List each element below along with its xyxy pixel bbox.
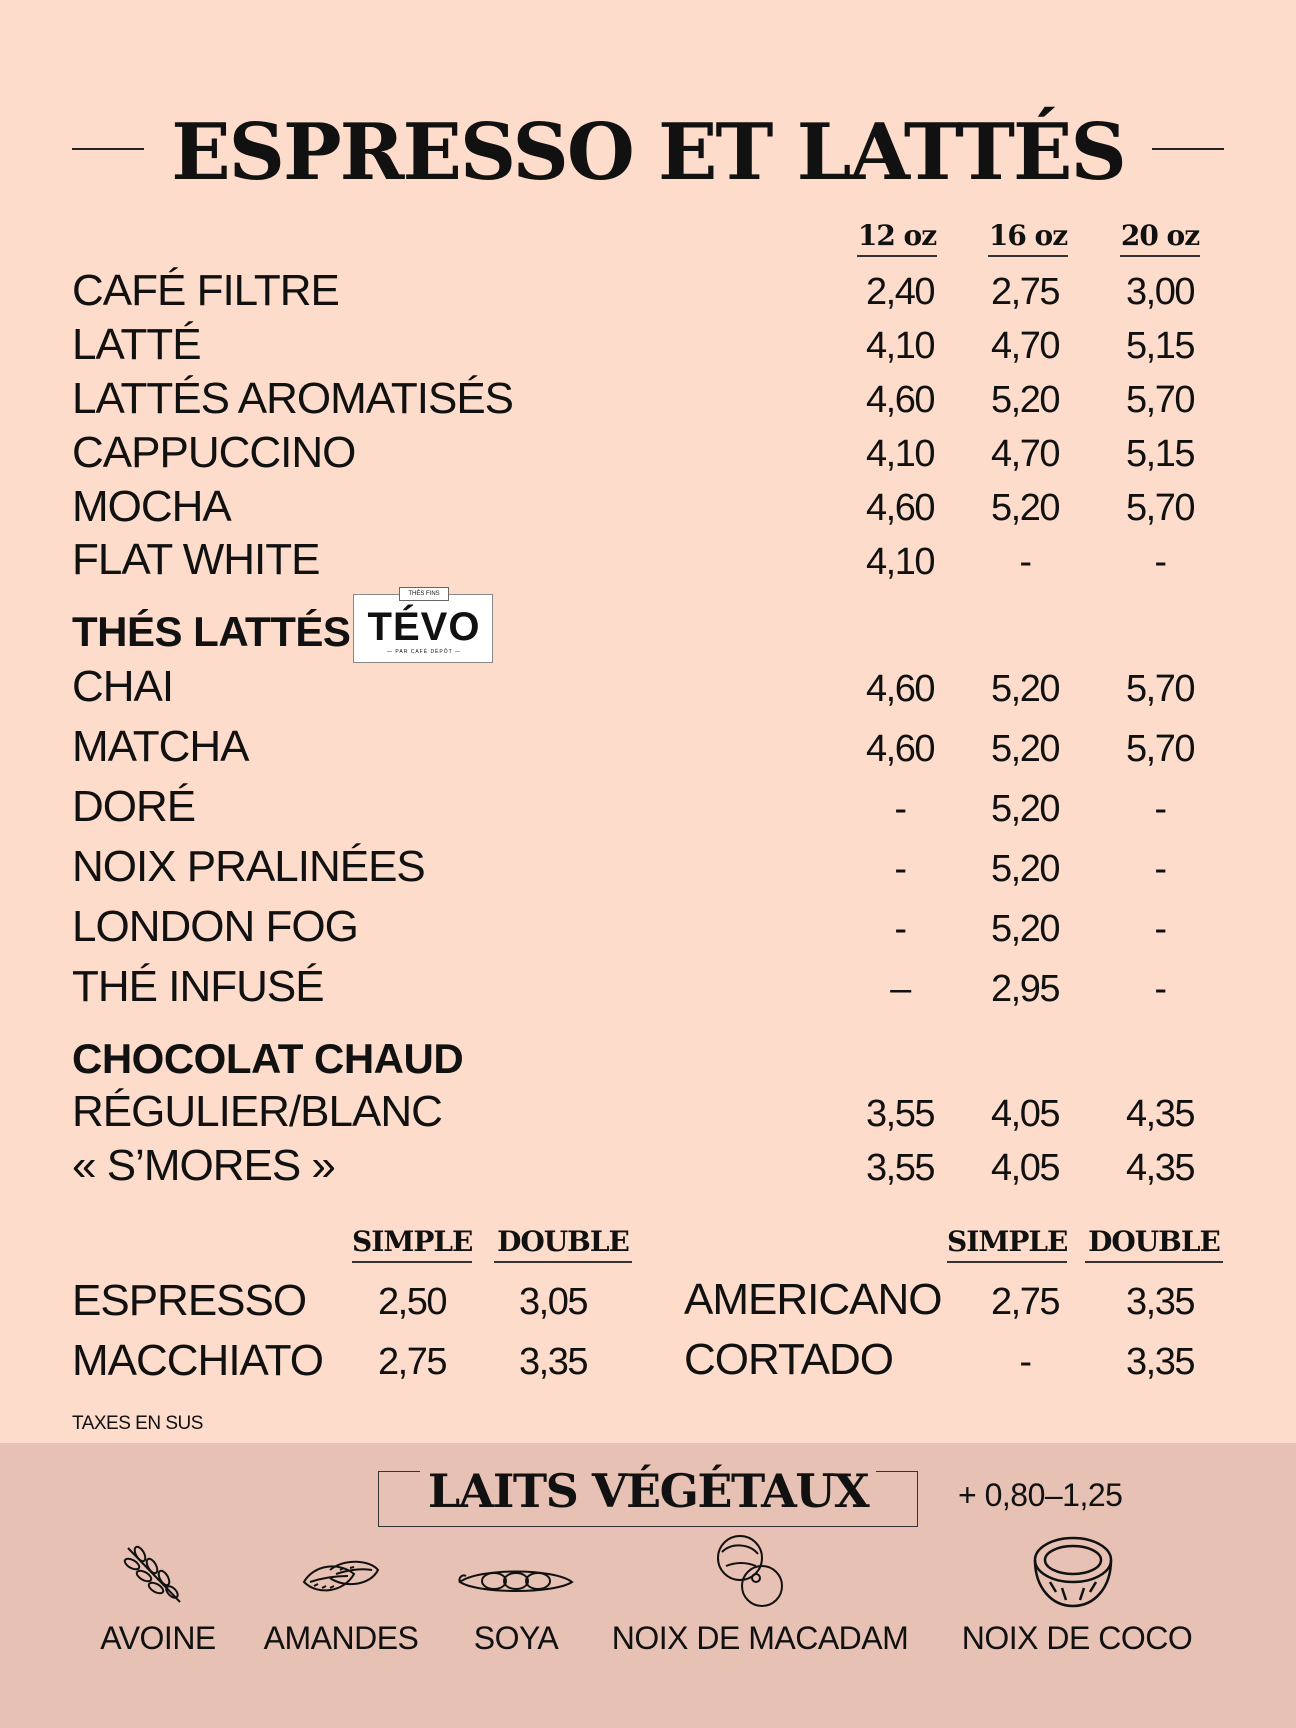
menu-item-price: -: [1154, 968, 1166, 1010]
menu-item-price: 5,20: [991, 908, 1059, 950]
menu-item-name: CAFÉ FILTRE: [72, 266, 339, 315]
tevo-logo-top: THÉS FINS: [399, 587, 449, 601]
menu-item-price: 5,15: [1126, 325, 1194, 367]
menu-item-price: -: [1154, 848, 1166, 890]
menu-item-price: -: [1154, 788, 1166, 830]
menu-item-price-simple: 2,75: [378, 1341, 446, 1383]
menu-item-price-double: 3,35: [1126, 1341, 1194, 1383]
menu-item-price: -: [1019, 541, 1031, 583]
menu-item-name: NOIX PRALINÉES: [72, 842, 425, 891]
menu-item-price: 3,55: [866, 1147, 934, 1189]
menu-item-price: 5,20: [991, 848, 1059, 890]
soy-icon: [458, 1540, 574, 1610]
simple-header-left: SIMPLE: [352, 1225, 472, 1263]
milk-label-macadam: NOIX DE MACADAM: [611, 1620, 909, 1656]
menu-item-price: 4,35: [1126, 1093, 1194, 1135]
menu-item-price: 2,40: [866, 271, 934, 313]
double-header-left: DOUBLE: [494, 1225, 632, 1263]
milk-label-amandes: AMANDES: [263, 1620, 419, 1656]
menu-item-name: CORTADO: [684, 1335, 893, 1384]
menu-item-name: ESPRESSO: [72, 1276, 307, 1325]
menu-item-name: MOCHA: [72, 482, 231, 531]
menu-item-price: -: [894, 908, 906, 950]
menu-item-price: 3,55: [866, 1093, 934, 1135]
section-title-chocolat-chaud: CHOCOLAT CHAUD: [72, 1035, 464, 1082]
menu-item-name: MATCHA: [72, 722, 249, 771]
size-header-12oz: 12 oz: [857, 219, 937, 257]
menu-item-price: 4,60: [866, 668, 934, 710]
menu-item-price: 2,75: [991, 271, 1059, 313]
menu-item-price: 4,60: [866, 379, 934, 421]
menu-item-price-simple: -: [1019, 1341, 1031, 1383]
macadamia-icon: [710, 1540, 790, 1610]
milk-label-avoine: AVOINE: [100, 1620, 216, 1656]
menu-item-price: 4,10: [866, 433, 934, 475]
milk-label-soya: SOYA: [473, 1620, 559, 1656]
menu-item-price: 2,95: [991, 968, 1059, 1010]
menu-item-price: 5,20: [991, 668, 1059, 710]
menu-item-price-simple: 2,75: [991, 1281, 1059, 1323]
plant-milk-title: LAITS VÉGÉTAUX: [378, 1461, 918, 1521]
menu-item-name: MACCHIATO: [72, 1336, 323, 1385]
coconut-icon: [1030, 1540, 1116, 1610]
title-rule-right: [1152, 148, 1224, 150]
tevo-logo-main: TÉVO: [367, 605, 481, 649]
menu-item-price: 4,70: [991, 325, 1059, 367]
double-header-right: DOUBLE: [1085, 1225, 1223, 1263]
almond-icon: [300, 1540, 382, 1610]
simple-header-right: SIMPLE: [947, 1225, 1067, 1263]
tevo-logo-sub: — PAR CAFÉ DÉPÔT —: [387, 649, 461, 655]
menu-item-price-double: 3,35: [519, 1341, 587, 1383]
menu-item-price: -: [1154, 541, 1166, 583]
menu-item-price: -: [894, 788, 906, 830]
menu-item-price: 4,35: [1126, 1147, 1194, 1189]
menu-item-price-double: 3,35: [1126, 1281, 1194, 1323]
menu-item-price: 5,70: [1126, 668, 1194, 710]
menu-item-price: 4,05: [991, 1147, 1059, 1189]
menu-item-price: 4,60: [866, 728, 934, 770]
menu-item-price: 5,20: [991, 728, 1059, 770]
menu-item-price: -: [894, 848, 906, 890]
menu-item-price: 5,70: [1126, 728, 1194, 770]
section-title-thes-lattes: THÉS LATTÉS: [72, 608, 351, 655]
taxes-note: TAXES EN SUS: [72, 1413, 203, 1434]
menu-item-name: CHAI: [72, 662, 174, 711]
menu-item-name: DORÉ: [72, 782, 196, 831]
menu-item-price: 4,60: [866, 487, 934, 529]
oat-icon: [118, 1540, 198, 1610]
menu-item-price: 5,70: [1126, 487, 1194, 529]
menu-item-price: 4,70: [991, 433, 1059, 475]
menu-item-price: -: [1154, 908, 1166, 950]
menu-item-name: « S’MORES »: [72, 1141, 335, 1190]
page-title: ESPRESSO ET LATTÉS: [171, 107, 1125, 198]
menu-item-price: 5,70: [1126, 379, 1194, 421]
menu-item-name: LONDON FOG: [72, 902, 358, 951]
menu-item-price: 4,10: [866, 541, 934, 583]
menu-item-name: CAPPUCCINO: [72, 428, 356, 477]
size-header-20oz: 20 oz: [1120, 219, 1200, 257]
tevo-logo: [353, 591, 493, 663]
menu-item-name: RÉGULIER/BLANC: [72, 1087, 442, 1136]
menu-item-price-simple: 2,50: [378, 1281, 446, 1323]
menu-item-price-double: 3,05: [519, 1281, 587, 1323]
menu-item-name: FLAT WHITE: [72, 535, 320, 584]
milk-label-coco: NOIX DE COCO: [961, 1620, 1193, 1656]
menu-item-price: 3,00: [1126, 271, 1194, 313]
menu-item-price: 5,15: [1126, 433, 1194, 475]
menu-item-price: –: [890, 968, 910, 1010]
menu-item-price: 4,05: [991, 1093, 1059, 1135]
menu-item-price: 5,20: [991, 379, 1059, 421]
menu-item-name: AMERICANO: [684, 1275, 942, 1324]
menu-item-price: 5,20: [991, 788, 1059, 830]
menu-item-price: 5,20: [991, 487, 1059, 529]
menu-item-name: THÉ INFUSÉ: [72, 962, 324, 1011]
menu-item-name: LATTÉS AROMATISÉS: [72, 374, 514, 423]
menu-item-name: LATTÉ: [72, 320, 201, 369]
menu-item-price: 4,10: [866, 325, 934, 367]
plant-milk-price: + 0,80–1,25: [958, 1477, 1123, 1513]
size-header-16oz: 16 oz: [988, 219, 1068, 257]
